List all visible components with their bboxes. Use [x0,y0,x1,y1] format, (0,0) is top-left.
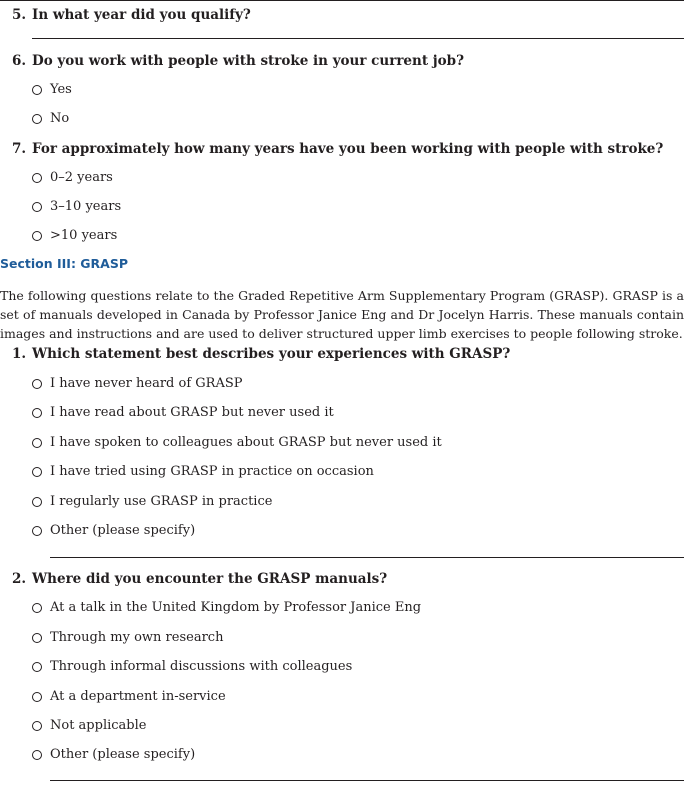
question-text: Where did you encounter the GRASP manuals? [32,571,388,587]
option-grasp-q1-1[interactable] [32,405,334,420]
question-5 [12,7,251,23]
option-label: Not applicable [50,718,147,733]
section-intro: The following questions relate to the Graded Repetitive Arm Supplementary Program (GRASP). GRASP is a set of manuals developed in Canada by Professor Janice Eng and Dr Jocelyn Harris. These manuals contain images and instructions and are used to deliver structured upper limb exercises to people following stroke. [0,288,684,341]
question-6 [12,53,464,69]
option-grasp-q1-3[interactable] [32,464,374,479]
radio-button[interactable] [32,526,42,536]
option-label: >10 years [50,228,118,243]
option-grasp-q2-5[interactable] [32,747,195,762]
option-label: I have spoken to colleagues about GRASP but never used it [50,435,442,450]
option-grasp-q1-2[interactable] [32,435,442,450]
question-number: 1. [12,346,27,362]
option-grasp-q2-1[interactable] [32,630,223,645]
radio-button[interactable] [32,231,42,241]
answer-line-other[interactable] [50,557,684,558]
option-grasp-q2-0[interactable] [32,600,421,615]
question-text: Which statement best describes your experiences with GRASP? [32,346,511,362]
radio-button[interactable] [32,85,42,95]
radio-button[interactable] [32,721,42,731]
option-grasp-q2-4[interactable] [32,718,146,733]
option-label: Through my own research [50,630,224,645]
question-number: 6. [12,53,27,69]
radio-button[interactable] [32,497,42,507]
option-label: 3–10 years [50,199,122,214]
radio-button[interactable] [32,173,42,183]
section-heading: Section III: GRASP [0,256,129,271]
top-divider [0,0,684,1]
radio-button[interactable] [32,114,42,124]
question-number: 5. [12,7,27,23]
option-grasp-q1-0[interactable] [32,376,242,391]
radio-button[interactable] [32,438,42,448]
option-label: Other (please specify) [50,523,196,538]
answer-line-other[interactable] [50,780,684,781]
option-q6-yes[interactable] [32,82,72,97]
option-label: 0–2 years [50,170,113,185]
radio-button[interactable] [32,202,42,212]
option-label: I have read about GRASP but never used it [50,405,334,420]
option-label: Through informal discussions with colleagues [50,659,353,674]
question-number: 7. [12,141,27,157]
radio-button[interactable] [32,750,42,760]
option-grasp-q2-2[interactable] [32,659,352,674]
option-label: I have tried using GRASP in practice on occasion [50,464,374,479]
option-grasp-q2-3[interactable] [32,689,226,704]
question-text: For approximately how many years have you been working with people with stroke? [32,141,664,157]
radio-button[interactable] [32,603,42,613]
option-q7-3-10[interactable] [32,199,121,214]
option-label: At a department in-service [50,689,226,704]
option-label: At a talk in the United Kingdom by Professor Janice Eng [50,600,422,615]
radio-button[interactable] [32,692,42,702]
option-label: I have never heard of GRASP [50,376,243,391]
option-grasp-q1-4[interactable] [32,494,272,509]
option-label: Other (please specify) [50,747,196,762]
option-q6-no[interactable] [32,111,69,126]
question-7 [12,141,663,157]
question-text: Do you work with people with stroke in your current job? [32,53,465,69]
option-grasp-q1-5[interactable] [32,523,195,538]
option-label: Yes [50,82,72,97]
question-text: In what year did you qualify? [32,7,251,23]
radio-button[interactable] [32,379,42,389]
option-label: I regularly use GRASP in practice [50,494,273,509]
question-number: 2. [12,571,27,587]
option-q7-10plus[interactable] [32,228,117,243]
radio-button[interactable] [32,467,42,477]
radio-button[interactable] [32,408,42,418]
answer-line-q5[interactable] [32,38,684,39]
grasp-question-2 [12,571,387,587]
grasp-question-1 [12,346,510,362]
radio-button[interactable] [32,633,42,643]
option-label: No [50,111,70,126]
radio-button[interactable] [32,662,42,672]
option-q7-0-2[interactable] [32,170,113,185]
